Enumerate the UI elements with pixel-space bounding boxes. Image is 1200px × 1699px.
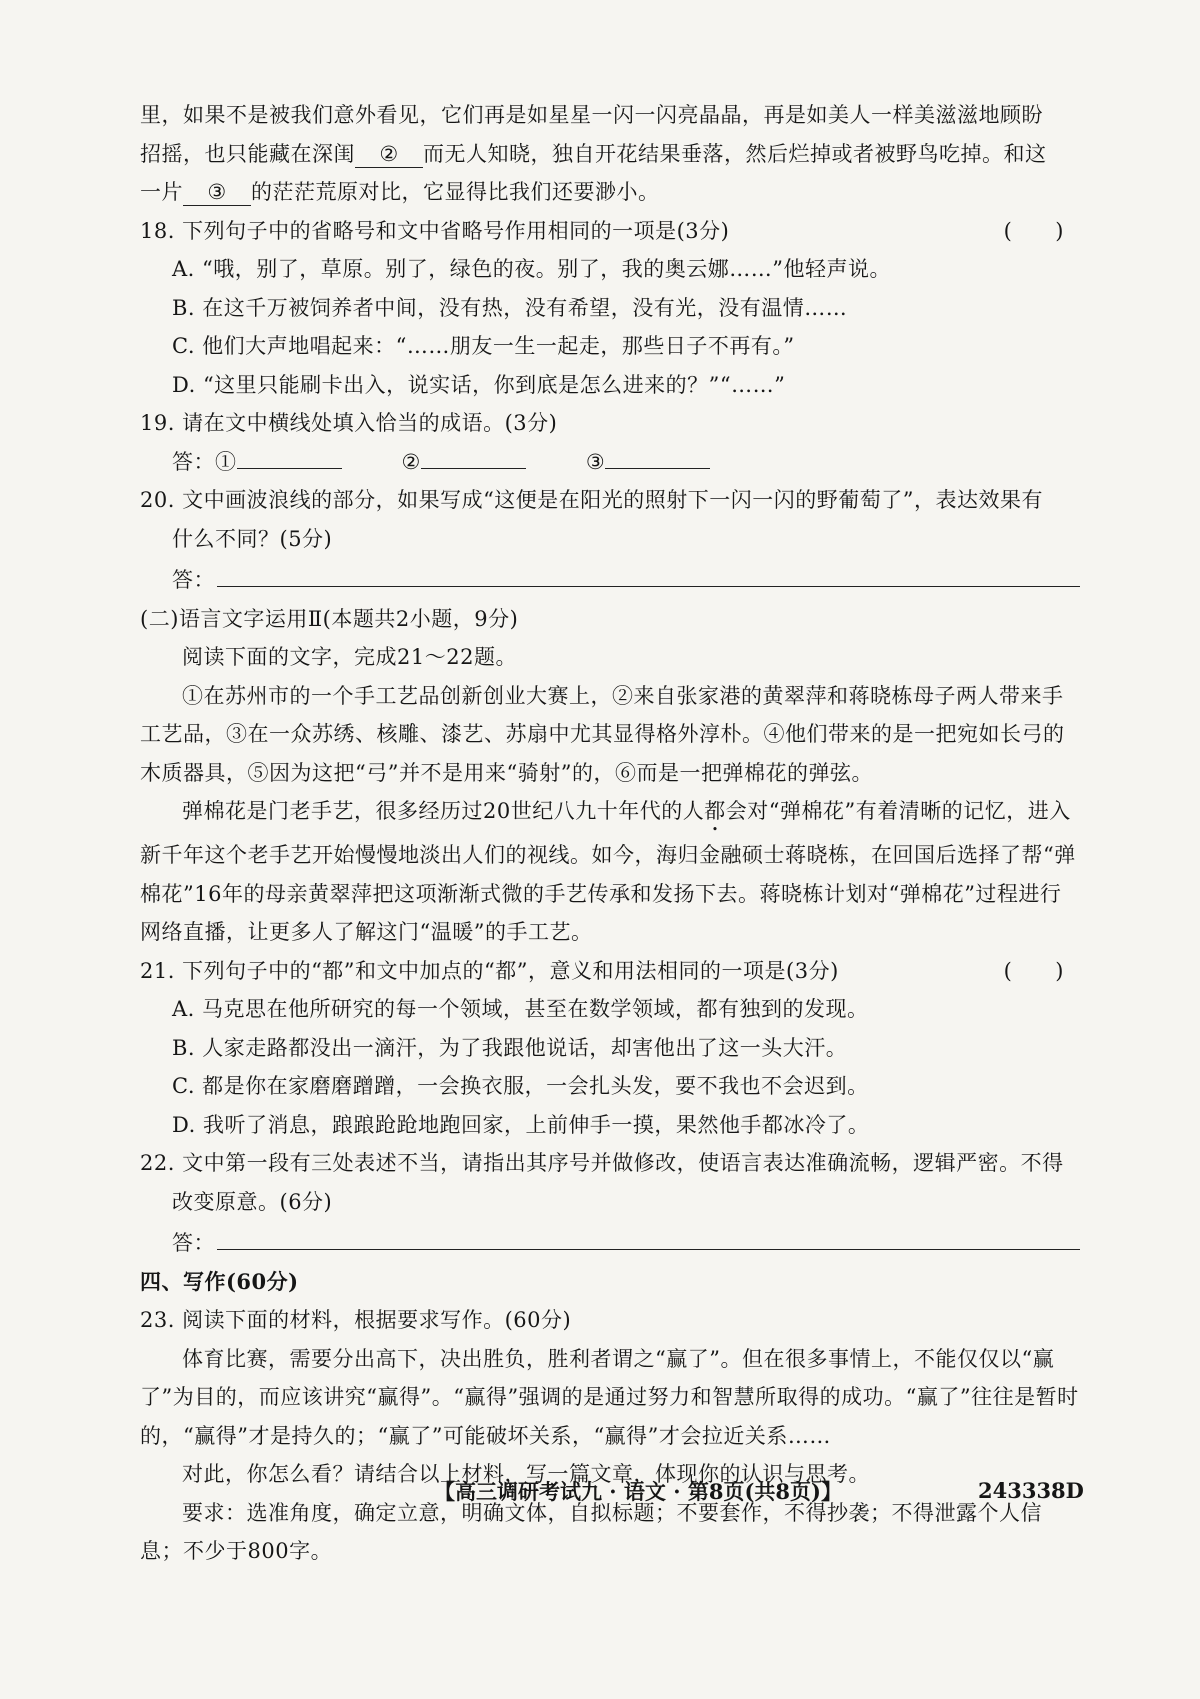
fill-blank-2[interactable] [421, 444, 526, 469]
question-21-stem: 21. 下列句子中的“都”和文中加点的“都”，意义和用法相同的一项是(3分) [140, 958, 839, 983]
passage-line-2 [140, 135, 1080, 174]
writing-requirements: 要求：选准角度，确定立意，明确文体，自拟标题；不要套作，不得抄袭；不得泄露个人信息；不少于800字。 [140, 1500, 1042, 1563]
question-21-stem-row [140, 952, 1080, 991]
section-2-paragraph-1: ①在苏州市的一个手工艺品创新创业大赛上，②来自张家港的黄翠萍和蒋晓栋母子两人带来手工艺品，③在一众苏绣、核雕、漆艺、苏扇中尤其显得格外淳朴。④他们带来的是一把宛如长弓的木质器具，⑤因为这把“弓”并不是用来“骑射”的，⑥而是一把弹棉花的弹弦。 [140, 683, 1065, 785]
q18-option-c: C. 他们大声地唱起来：“……朋友一生一起走，那些日子不再有。” [172, 334, 795, 358]
q21-option-c: C. 都是你在家磨磨蹭蹭，一会换衣服，一会扎头发，要不我也不会迟到。 [172, 1074, 869, 1098]
fill-blank-1[interactable] [237, 444, 342, 469]
q21-option-d: D. 我听了消息，踉踉跄跄地跑回家，上前伸手一摸，果然他手都冰冷了。 [172, 1112, 870, 1137]
question-18-stem-row [140, 212, 1080, 251]
paragraph-text: 会对“弹棉花”有着清晰的记忆，进入新千年这个老手艺开始慢慢地淡出人们的视线。如今，海归金融硕士蒋晓栋，在回国后选择了帮“弹棉花”16年的母亲黄翠萍把这项渐渐式微的手艺传承和发扬下去。蒋晓栋计划对“弹棉花”过程进行网络直播，让更多人了解这门“温暖”的手工艺。 [140, 799, 1076, 944]
writing-material: 体育比赛，需要分出高下，决出胜负，胜利者谓之“赢了”。但在很多事情上，不能仅仅以“赢了”为目的，而应该讲究“赢得”。“赢得”强调的是通过努力和智慧所取得的成功。“赢了”往往是暂时的，“赢得”才是持久的；“赢了”可能破坏关系，“赢得”才会拉近关系…… [140, 1346, 1079, 1448]
fill-label-3: ③ [585, 449, 606, 474]
fill-blank-3[interactable] [605, 444, 710, 469]
section-4-heading: 四、写作(60分) [140, 1268, 299, 1294]
question-22-stem: 22. 文中第一段有三处表述不当，请指出其序号并做修改，使语言表达准确流畅，逻辑严密。不得改变原意。(6分) [140, 1151, 1064, 1214]
footer-code: 243338D [978, 1478, 1084, 1503]
q18-option-a: A. “哦，别了，草原。别了，绿色的夜。别了，我的奥云娜……”他轻声说。 [172, 257, 891, 281]
answer-bracket[interactable]: ( ) [1003, 218, 1064, 243]
q21-option-a: A. 马克思在他所研究的每一个领域，甚至在数学领域，都有独到的发现。 [172, 997, 869, 1021]
answer-label: 答： [172, 1231, 215, 1255]
section-2-heading: (二)语言文字运用Ⅱ(本题共2小题，9分) [140, 606, 519, 631]
answer-line[interactable] [217, 1221, 1080, 1250]
question-19-answer [140, 443, 1080, 482]
answer-line[interactable] [217, 558, 1080, 587]
question-23-stem: 23. 阅读下面的材料，根据要求写作。(60分) [140, 1308, 572, 1332]
passage-text: 一片 [140, 180, 183, 204]
passage-text: 招摇，也只能藏在深闺 [140, 141, 355, 166]
fill-label-1: ① [215, 449, 237, 474]
page-footer [0, 1476, 1200, 1516]
section-2-paragraph-2 [140, 792, 1080, 952]
q21-option-b: B. 人家走路都没出一滴汗，为了我跟他说话，却害他出了这一头大汗。 [172, 1035, 848, 1060]
question-20-answer [140, 558, 1080, 600]
passage-text: 的茫茫荒原对比，它显得比我们还要渺小。 [251, 180, 660, 204]
passage-line-1: 里，如果不是被我们意外看见，它们再是如星星一闪一闪亮晶晶，再是如美人一样美滋滋地顾盼 [140, 103, 1043, 127]
blank-3[interactable]: ③ [183, 179, 251, 206]
q18-option-d: D. “这里只能刷卡出入，说实话，你到底是怎么进来的？”“……” [172, 372, 786, 397]
blank-2[interactable]: ② [355, 141, 423, 168]
answer-label: 答： [172, 568, 215, 592]
section-2-instruction: 阅读下面的文字，完成21～22题。 [182, 645, 517, 669]
passage-text: 而无人知晓，独自开花结果垂落，然后烂掉或者被野鸟吃掉。和这 [423, 141, 1047, 166]
paragraph-text: 弹棉花是门老手艺，很多经历过20世纪八九十年代的人 [182, 799, 705, 823]
fill-label-2: ② [401, 449, 421, 474]
footer-title: 【高三调研考试九 · 语文 · 第8页(共8页)】 [434, 1479, 842, 1504]
question-18-stem: 18. 下列句子中的省略号和文中省略号作用相同的一项是(3分) [140, 218, 730, 243]
passage-line-3 [140, 173, 1080, 212]
dotted-character: 都 [704, 799, 726, 823]
answer-label: 答： [172, 449, 215, 474]
question-20-stem-line-2: 什么不同？(5分) [172, 526, 333, 551]
answer-bracket[interactable]: ( ) [1003, 958, 1064, 983]
exam-content [140, 96, 1080, 1571]
question-19-stem: 19. 请在文中横线处填入恰当的成语。(3分) [140, 411, 558, 435]
question-22-answer [140, 1221, 1080, 1263]
question-20-stem-line-1: 20. 文中画波浪线的部分，如果写成“这便是在阳光的照射下一闪一闪的野葡萄了”，表达效果有 [140, 488, 1044, 512]
writing-prompt: 对此，你怎么看？请结合以上材料，写一篇文章，体现你的认识与思考。 [182, 1462, 870, 1486]
q18-option-b: B. 在这千万被饲养者中间，没有热，没有希望，没有光，没有温情…… [172, 295, 848, 320]
